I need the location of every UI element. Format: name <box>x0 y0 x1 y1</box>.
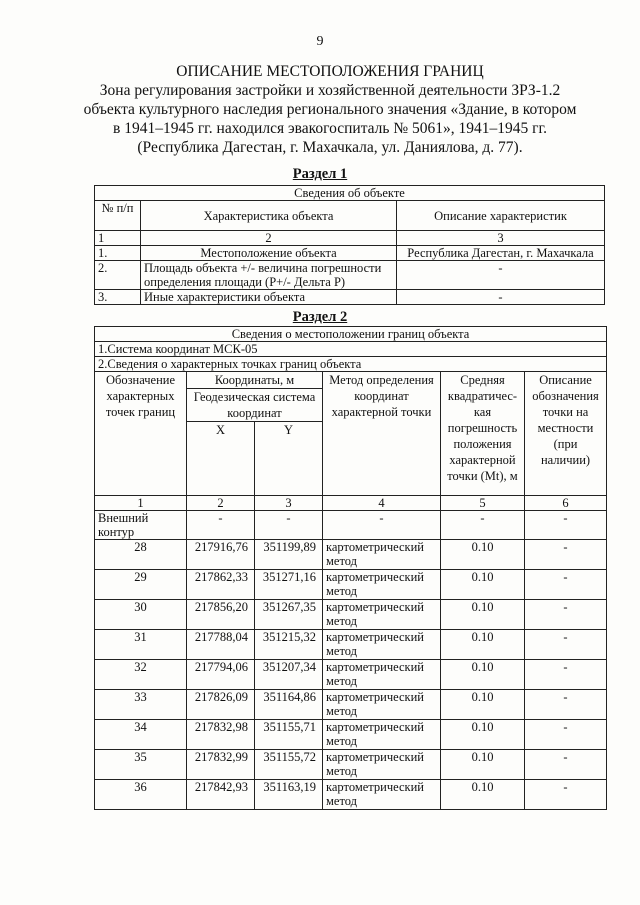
column-header-error: Средняя квадратичес-кая погрешность положения характерной точки (Mt), м <box>441 372 525 496</box>
points-caption-row <box>95 357 607 372</box>
point-number: 33 <box>95 690 187 720</box>
cell-y: - <box>255 511 323 540</box>
cell-method: картометрический метод <box>323 750 441 780</box>
cell-error: - <box>441 511 525 540</box>
cell-x: 217832,99 <box>187 750 255 780</box>
table-header-row <box>95 372 607 389</box>
index-cell: 2 <box>187 496 255 511</box>
cell-error: 0.10 <box>441 720 525 750</box>
point-number: 28 <box>95 540 187 570</box>
row-value: Республика Дагестан, г. Махачкала <box>397 246 605 261</box>
index-cell: 5 <box>441 496 525 511</box>
cell-error: 0.10 <box>441 750 525 780</box>
cell-x: 217862,33 <box>187 570 255 600</box>
points-caption: 2.Сведения о характерных точках границ объекта <box>95 357 607 372</box>
table-row <box>95 570 607 600</box>
cell-x: 217832,98 <box>187 720 255 750</box>
index-row <box>95 231 605 246</box>
object-info-table <box>94 185 605 305</box>
cell-error: 0.10 <box>441 630 525 660</box>
table-row <box>95 690 607 720</box>
cell-desc: - <box>525 570 607 600</box>
cell-desc: - <box>525 690 607 720</box>
row-value: - <box>397 261 605 290</box>
contour-name: Внешний контур <box>95 511 187 540</box>
section2-title: Раздел 2 <box>292 309 348 325</box>
cell-x: 217916,76 <box>187 540 255 570</box>
row-number: 3. <box>95 290 141 305</box>
column-header-geodetic: Геодезическая система координат <box>187 389 323 422</box>
index-cell: 3 <box>255 496 323 511</box>
cell-error: 0.10 <box>441 780 525 810</box>
cell-y: 351155,72 <box>255 750 323 780</box>
cell-method: картометрический метод <box>323 600 441 630</box>
point-number: 32 <box>95 660 187 690</box>
table-caption-row <box>95 186 605 201</box>
cell-y: 351207,34 <box>255 660 323 690</box>
cell-y: 351163,19 <box>255 780 323 810</box>
index-cell: 1 <box>95 496 187 511</box>
point-number: 29 <box>95 570 187 600</box>
row-number: 2. <box>95 261 141 290</box>
row-name: Площадь объекта +/- величина погрешности определения площади (P+/- Дельта P) <box>141 261 397 290</box>
cell-x: 217842,93 <box>187 780 255 810</box>
column-header-coords: Координаты, м <box>187 372 323 389</box>
index-cell: 4 <box>323 496 441 511</box>
table-row <box>95 630 607 660</box>
cell-error: 0.10 <box>441 690 525 720</box>
heading-line: Зона регулирования застройки и хозяйственной деятельности ЗРЗ-1.2 <box>99 82 561 99</box>
point-number: 31 <box>95 630 187 660</box>
table-row <box>95 600 607 630</box>
page-number: 9 <box>316 34 324 49</box>
heading-line: в 1941–1945 гг. находился эвакогоспиталь № 5061», 1941–1945 гг. <box>113 120 547 137</box>
cell-y: 351164,86 <box>255 690 323 720</box>
row-value: - <box>397 290 605 305</box>
index-row <box>95 496 607 511</box>
point-number: 34 <box>95 720 187 750</box>
document-heading <box>60 62 600 157</box>
table-row <box>95 720 607 750</box>
column-header-point: Обозначение характерных точек границ <box>95 372 187 496</box>
column-header-x: X <box>187 422 255 496</box>
points-body <box>95 540 607 810</box>
table-row <box>95 261 605 290</box>
table-row <box>95 290 605 305</box>
coordinate-system: 1.Система координат МСК-05 <box>95 342 607 357</box>
point-number: 36 <box>95 780 187 810</box>
cell-error: 0.10 <box>441 570 525 600</box>
row-name: Местоположение объекта <box>141 246 397 261</box>
cell-x: 217794,06 <box>187 660 255 690</box>
cell-error: 0.10 <box>441 540 525 570</box>
table-row <box>95 780 607 810</box>
cell-desc: - <box>525 750 607 780</box>
cell-y: 351215,32 <box>255 630 323 660</box>
cell-x: 217788,04 <box>187 630 255 660</box>
cell-error: 0.10 <box>441 600 525 630</box>
column-header: Описание характеристик <box>397 201 605 231</box>
table-caption: Сведения об объекте <box>95 186 605 201</box>
cell-error: 0.10 <box>441 660 525 690</box>
index-cell: 3 <box>397 231 605 246</box>
cell-x: 217826,09 <box>187 690 255 720</box>
contour-row <box>95 511 607 540</box>
table-row <box>95 246 605 261</box>
cell-desc: - <box>525 600 607 630</box>
cell-method: картометрический метод <box>323 630 441 660</box>
column-header-method: Метод определения координат характерной точки <box>323 372 441 496</box>
cell-desc: - <box>525 660 607 690</box>
row-name: Иные характеристики объекта <box>141 290 397 305</box>
cell-desc: - <box>525 630 607 660</box>
cell-y: 351155,71 <box>255 720 323 750</box>
section1-title: Раздел 1 <box>292 166 348 182</box>
index-cell: 2 <box>141 231 397 246</box>
cell-method: картометрический метод <box>323 690 441 720</box>
cell-x: - <box>187 511 255 540</box>
cell-y: 351271,16 <box>255 570 323 600</box>
cell-method: картометрический метод <box>323 660 441 690</box>
cell-method: картометрический метод <box>323 780 441 810</box>
point-number: 35 <box>95 750 187 780</box>
heading-line: (Республика Дагестан, г. Махачкала, ул. Даниялова, д. 77). <box>137 139 523 156</box>
table-caption-row <box>95 327 607 342</box>
point-number: 30 <box>95 600 187 630</box>
cell-x: 217856,20 <box>187 600 255 630</box>
index-cell: 1 <box>95 231 141 246</box>
cell-y: 351267,35 <box>255 600 323 630</box>
column-header: № п/п <box>95 201 141 231</box>
cell-method: - <box>323 511 441 540</box>
cell-method: картометрический метод <box>323 570 441 600</box>
table-header-row <box>95 201 605 231</box>
cell-y: 351199,89 <box>255 540 323 570</box>
cell-desc: - <box>525 720 607 750</box>
table-row <box>95 660 607 690</box>
document-title: ОПИСАНИЕ МЕСТОПОЛОЖЕНИЯ ГРАНИЦ <box>176 63 484 80</box>
cell-desc: - <box>525 540 607 570</box>
column-header: Характеристика объекта <box>141 201 397 231</box>
cell-desc: - <box>525 780 607 810</box>
column-header-y: Y <box>255 422 323 496</box>
boundary-points-table <box>94 326 607 810</box>
system-row <box>95 342 607 357</box>
table-row <box>95 540 607 570</box>
column-header-desc: Описание обозначения точки на местности (при наличии) <box>525 372 607 496</box>
index-cell: 6 <box>525 496 607 511</box>
heading-line: объекта культурного наследия регионального значения «Здание, в котором <box>83 101 577 118</box>
cell-desc: - <box>525 511 607 540</box>
cell-method: картометрический метод <box>323 540 441 570</box>
table-caption: Сведения о местоположении границ объекта <box>95 327 607 342</box>
table-row <box>95 750 607 780</box>
cell-method: картометрический метод <box>323 720 441 750</box>
row-number: 1. <box>95 246 141 261</box>
